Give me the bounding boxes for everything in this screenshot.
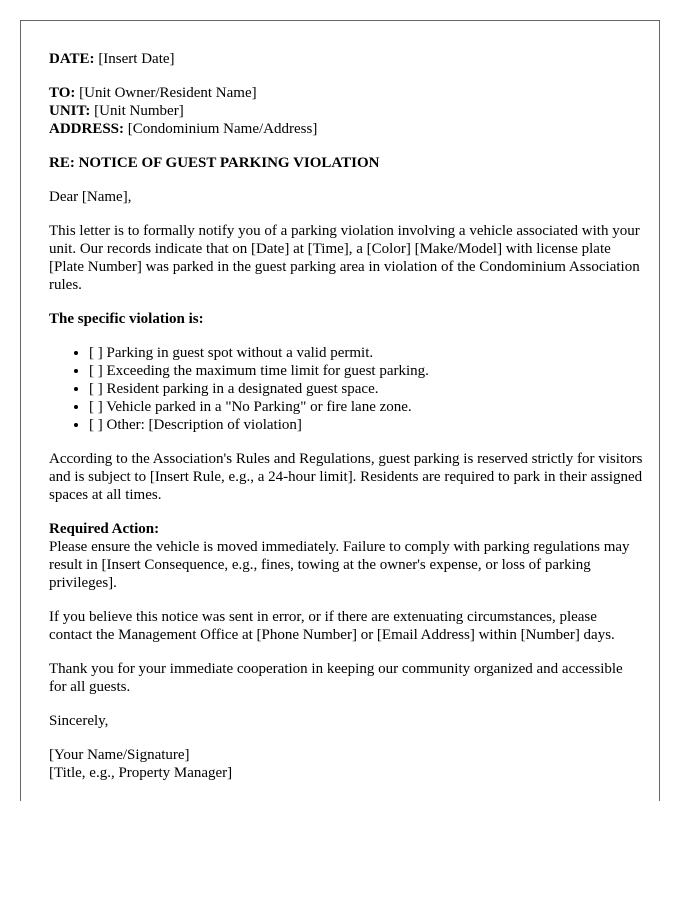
contact-paragraph: If you believe this notice was sent in error, or if there are extenuating circumstances, please contact the Management Office at [Phone Number] or [Email Address] within [Number] days. <box>49 609 615 643</box>
signature-name: [Your Name/Signature] <box>49 747 190 763</box>
address-label: ADDRESS: <box>49 121 125 137</box>
subject-line: RE: NOTICE OF GUEST PARKING VIOLATION <box>49 155 380 171</box>
list-item: • [ ] Parking in guest spot without a valid permit. <box>89 344 643 362</box>
list-item: • [ ] Resident parking in a designated guest space. <box>89 380 643 398</box>
signature-title: [Title, e.g., Property Manager] <box>49 765 233 781</box>
date-value: [Insert Date] <box>98 51 175 67</box>
thanks-paragraph: Thank you for your immediate cooperation in keeping our community organized and accessible for all guests. <box>49 661 623 695</box>
signature-block <box>49 746 643 782</box>
required-action-block <box>49 520 643 592</box>
violations-heading: The specific violation is: <box>49 311 204 327</box>
required-action-heading: Required Action: <box>49 521 160 537</box>
list-item: • [ ] Vehicle parked in a "No Parking" or fire lane zone. <box>89 398 643 416</box>
letter-body <box>49 50 643 782</box>
date-line <box>49 50 643 68</box>
rules-paragraph: According to the Association's Rules and Regulations, guest parking is reserved strictly for visitors and is subject to [Insert Rule, e.g., a 24-hour limit]. Residents are required to park in their assigned spaces at all times. <box>49 451 643 503</box>
date-label: DATE: <box>49 51 95 67</box>
to-label: TO: <box>49 85 76 101</box>
letter-page <box>20 20 660 801</box>
required-action-text: Please ensure the vehicle is moved immediately. Failure to comply with parking regulations may result in [Insert Consequence, e.g., fines, towing at the owner's expense, or loss of parking privileges]. <box>49 539 630 591</box>
address-value: [Condominium Name/Address] <box>127 121 318 137</box>
unit-label: UNIT: <box>49 103 91 119</box>
salutation: Dear [Name], <box>49 189 132 205</box>
address-line <box>49 120 643 138</box>
closing: Sincerely, <box>49 713 109 729</box>
list-item: • [ ] Other: [Description of violation] <box>89 416 643 434</box>
to-value: [Unit Owner/Resident Name] <box>79 85 257 101</box>
violations-list <box>49 344 643 434</box>
list-item: • [ ] Exceeding the maximum time limit for guest parking. <box>89 362 643 380</box>
unit-value: [Unit Number] <box>94 103 184 119</box>
to-line <box>49 84 643 102</box>
recipient-block <box>49 84 643 138</box>
unit-line <box>49 102 643 120</box>
intro-paragraph: This letter is to formally notify you of a parking violation involving a vehicle associated with your unit. Our records indicate that on [Date] at [Time], a [Color] [Make/Model] with license plate [Plate Number] was parked in the guest parking area in violation of the Condominium Association rules. <box>49 223 640 293</box>
